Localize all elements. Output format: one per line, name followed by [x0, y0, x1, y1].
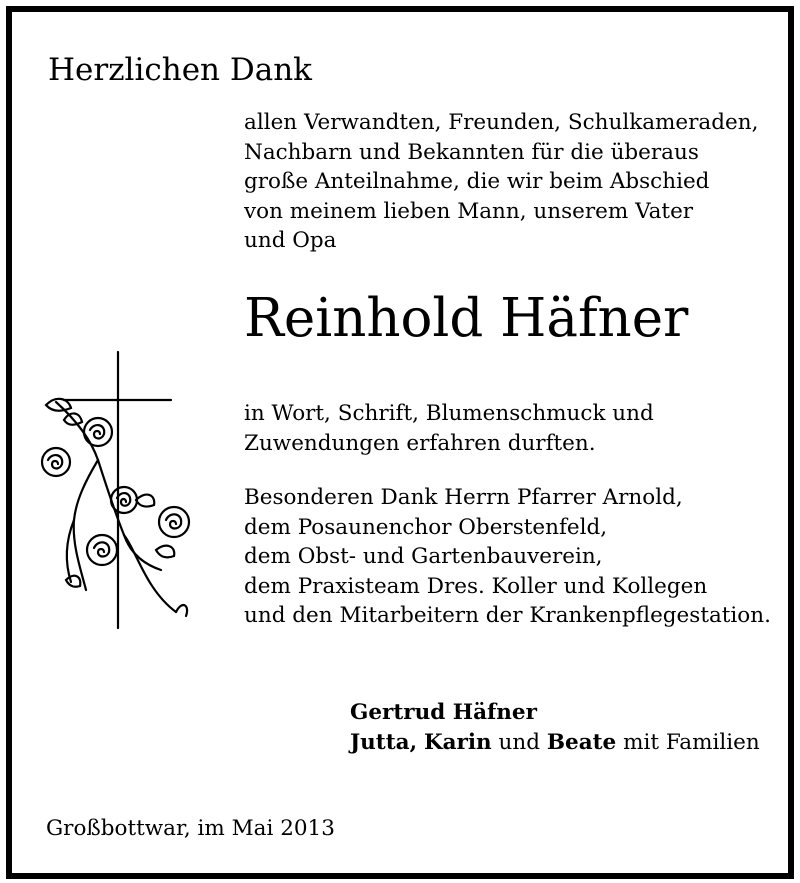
thanks-line: dem Praxisteam Dres. Koller und Kollegen	[244, 573, 708, 599]
signature-name: Karin	[423, 730, 492, 755]
heading: Herzlichen Dank	[48, 52, 312, 88]
cross-with-roses-icon	[36, 350, 206, 635]
thanks-line: und den Mitarbeitern der Krankenpflegestation.	[244, 603, 771, 628]
signature-name: Jutta,	[350, 730, 418, 755]
intro-line: Nachbarn und Bekannten für die überaus	[244, 139, 699, 165]
signature-family	[350, 728, 760, 758]
thanks-line: Besonderen Dank Herrn Pfarrer Arnold,	[244, 485, 683, 510]
signature-connector: und	[498, 730, 540, 755]
signature-name: Beate	[546, 730, 617, 755]
deceased-name: Reinhold Häfner	[244, 288, 689, 349]
thanks-line: dem Obst- und Gartenbauverein,	[244, 544, 603, 569]
intro-line: und Opa	[244, 228, 337, 253]
thanks-text	[244, 483, 771, 631]
signature-suffix: mit Familien	[623, 730, 760, 755]
intro-line: große Anteilnahme, die wir beim Abschied	[244, 169, 710, 194]
intro-text	[244, 108, 758, 256]
place-date: Großbottwar, im Mai 2013	[46, 816, 335, 841]
signature-widow: Gertrud Häfner	[350, 700, 537, 725]
signature	[350, 698, 760, 758]
middle-line: in Wort, Schrift, Blumenschmuck und	[244, 401, 654, 426]
middle-text	[244, 399, 654, 458]
thanks-line: dem Posaunenchor Oberstenfeld,	[244, 514, 608, 540]
intro-line: von meinem lieben Mann, unserem Vater	[244, 198, 694, 224]
middle-line: Zuwendungen erfahren durften.	[244, 430, 596, 456]
intro-line: allen Verwandten, Freunden, Schulkameraden,	[244, 110, 759, 135]
